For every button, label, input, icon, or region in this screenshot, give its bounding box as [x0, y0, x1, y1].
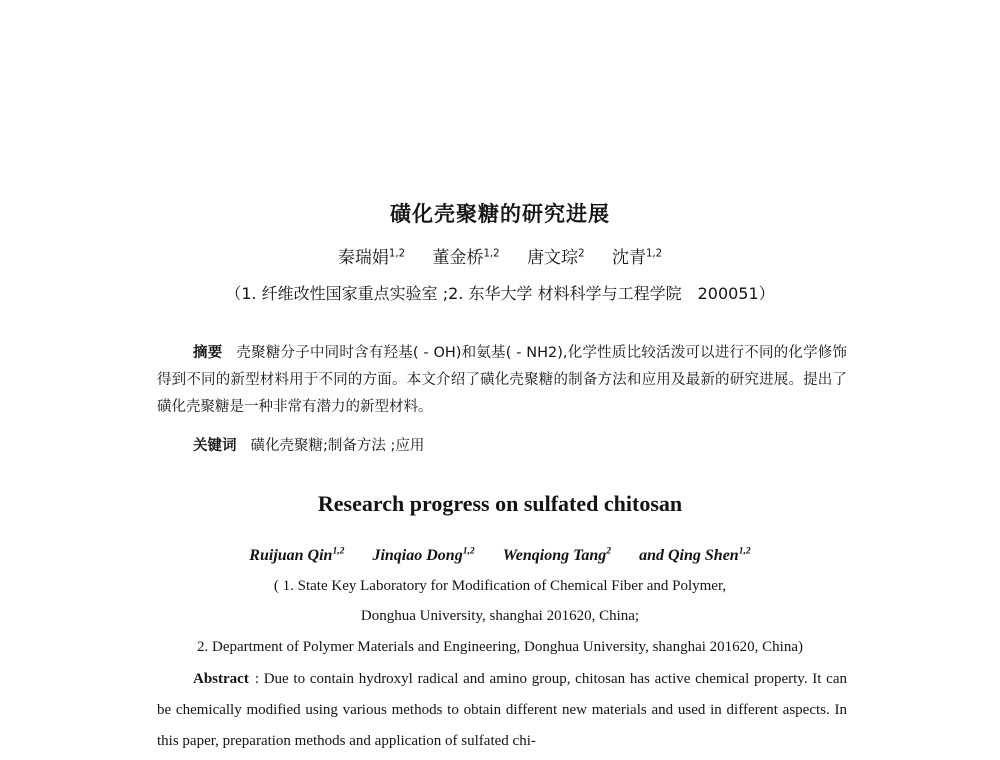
author-chinese: 董金桥$^{1,2}$ [432, 248, 500, 268]
title-english: Research progress on sulfated chitosan [317, 491, 683, 516]
author-english: Jinqiao Dong$^{1,2}$ [372, 546, 475, 565]
keywords-label-chinese: 关键词 [193, 438, 237, 454]
abstract-label-chinese: 摘要 [193, 345, 223, 361]
author-english: Wenqiong Tang$^2$ [502, 546, 612, 565]
author-chinese: 沈青$^{1,2}$ [611, 248, 663, 268]
abstract-text-chinese: 壳聚糖分子中同时含有羟基( - OH)和氨基( - NH2),化学性质比较活泼可以进行不同的化学修饰得到不同的新型材料用于不同的方面。本文介绍了磺化壳聚糖的制备方法和应用及最新的研究进展。提出了磺化壳聚糖是一种非常有潜力的新型材料。 [157, 345, 847, 415]
title-chinese: 磺化壳聚糖的研究进展 [390, 202, 610, 226]
keywords-text-chinese: 磺化壳聚糖;制备方法 ;应用 [250, 438, 425, 454]
affiliation-english-line-3: 2. Department of Polymer Materials and Engineering, Donghua University, shanghai 201620, China) [197, 639, 803, 655]
authors-chinese [0, 243, 1000, 268]
authors-english [0, 546, 1000, 565]
author-english: and Qing Shen$^{1,2}$ [639, 546, 751, 565]
affiliation-english-line-2: Donghua University, shanghai 201620, China; [360, 608, 640, 624]
keywords-chinese [193, 434, 424, 455]
abstract-english [157, 664, 847, 757]
affiliation-english-line-1: ( 1. State Key Laboratory for Modification of Chemical Fiber and Polymer, [273, 578, 727, 594]
author-english: Ruijuan Qin$^{1,2}$ [249, 546, 345, 565]
affiliation-chinese: （1. 纤维改性国家重点实验室 ;2. 东华大学 材料科学与工程学院 200051） [225, 284, 775, 303]
author-chinese: 秦瑞娟$^{1,2}$ [337, 248, 406, 268]
abstract-chinese [157, 340, 847, 421]
author-chinese: 唐文琮$^2$ [527, 248, 585, 268]
abstract-text-english: : Due to contain hydroxyl radical and amino group, chitosan has active chemical property. It can be chemically modified using various methods to obtain different new materials and used in different aspects. In this paper, preparation methods and application of sulfated chi- [157, 671, 847, 749]
abstract-label-english: Abstract [193, 671, 249, 687]
